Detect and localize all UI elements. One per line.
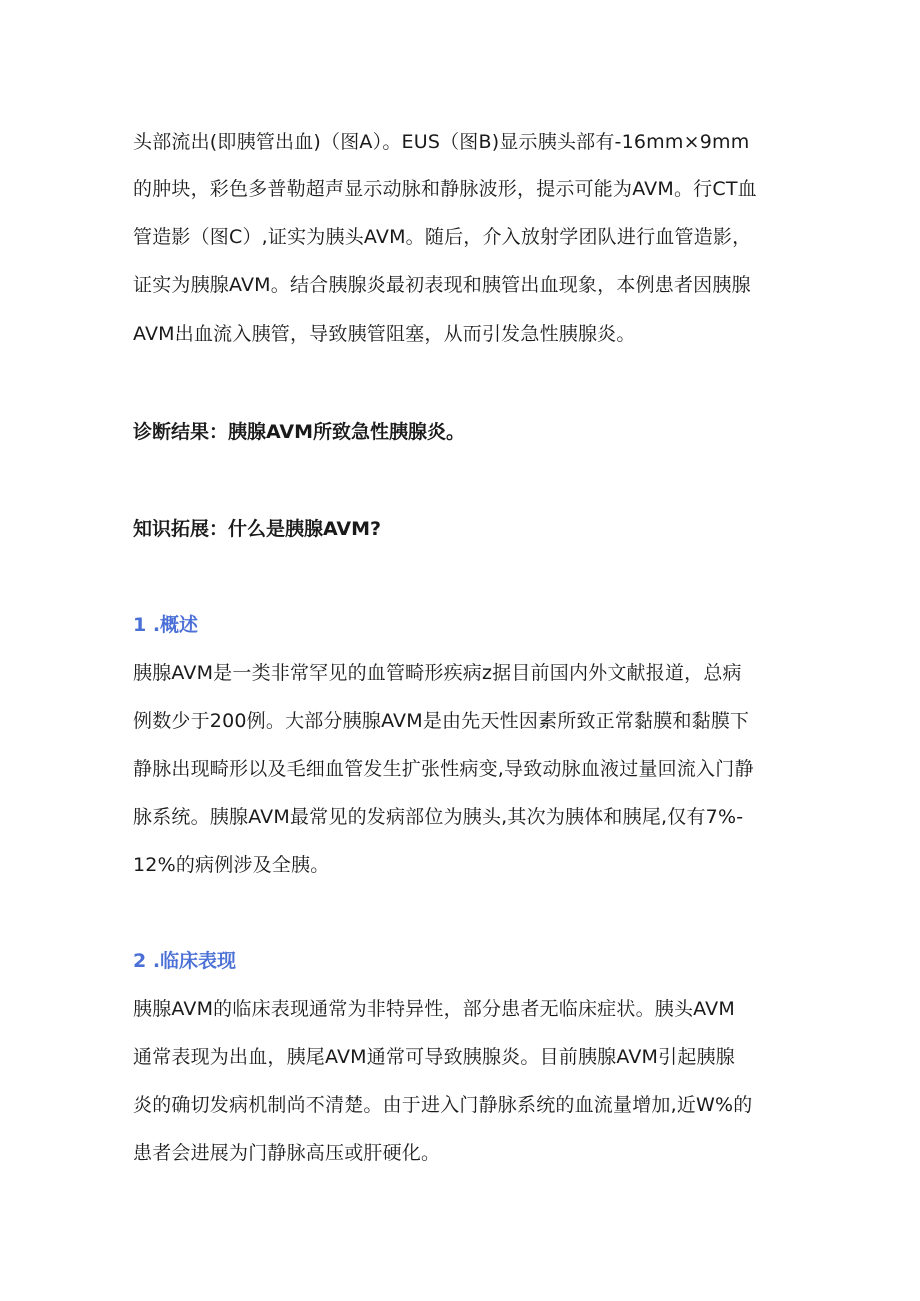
clinical-line-1: 胰腺AVM的临床表现通常为非特异性，部分患者无临床症状。胰头AVM [133, 998, 735, 1020]
knowledge-heading: 知识拓展：什么是胰腺AVM? [133, 518, 382, 540]
intro-line-3: 管造影（图C）,证实为胰头AVM。随后，介入放射学团队进行血管造影， [133, 226, 752, 248]
clinical-line-2: 通常表现为出血，胰尾AVM通常可导致胰腺炎。目前胰腺AVM引起胰腺 [133, 1046, 735, 1068]
overview-line-3: 静脉出现畸形以及毛细血管发生扩张性病变,导致动脉血液过量回流入门静 [133, 758, 754, 780]
section-title-clinical: 2 .临床表现 [133, 950, 237, 972]
overview-line-1: 胰腺AVM是一类非常罕见的血管畸形疾病z据目前国内外文献报道，总病 [133, 662, 742, 684]
clinical-line-4: 患者会进展为门静脉高压或肝硬化。 [133, 1142, 441, 1164]
intro-line-2: 的肿块，彩色多普勒超声显示动脉和静脉波形，提示可能为AVM。行CT血 [133, 178, 757, 200]
overview-line-4: 脉系统。胰腺AVM最常见的发病部位为胰头,其次为胰体和胰尾,仅有7%- [133, 806, 744, 828]
clinical-line-3: 炎的确切发病机制尚不清楚。由于进入门静脉系统的血流量增加,近W%的 [133, 1094, 753, 1116]
intro-line-1: 头部流出(即胰管出血)（图A）。EUS（图B)显示胰头部有-16mm×9mm [133, 131, 750, 153]
section-title-overview: 1 .概述 [133, 614, 199, 636]
overview-line-2: 例数少于200例。大部分胰腺AVM是由先天性因素所致正常黏膜和黏膜下 [133, 710, 750, 732]
overview-line-5: 12%的病例涉及全胰。 [133, 854, 330, 876]
intro-line-5: AVM出血流入胰管，导致胰管阻塞，从而引发急性胰腺炎。 [133, 323, 636, 345]
diagnosis-heading: 诊断结果：胰腺AVM所致急性胰腺炎。 [133, 421, 466, 443]
intro-line-4: 证实为胰腺AVM。结合胰腺炎最初表现和胰管出血现象，本例患者因胰腺 [133, 274, 751, 296]
